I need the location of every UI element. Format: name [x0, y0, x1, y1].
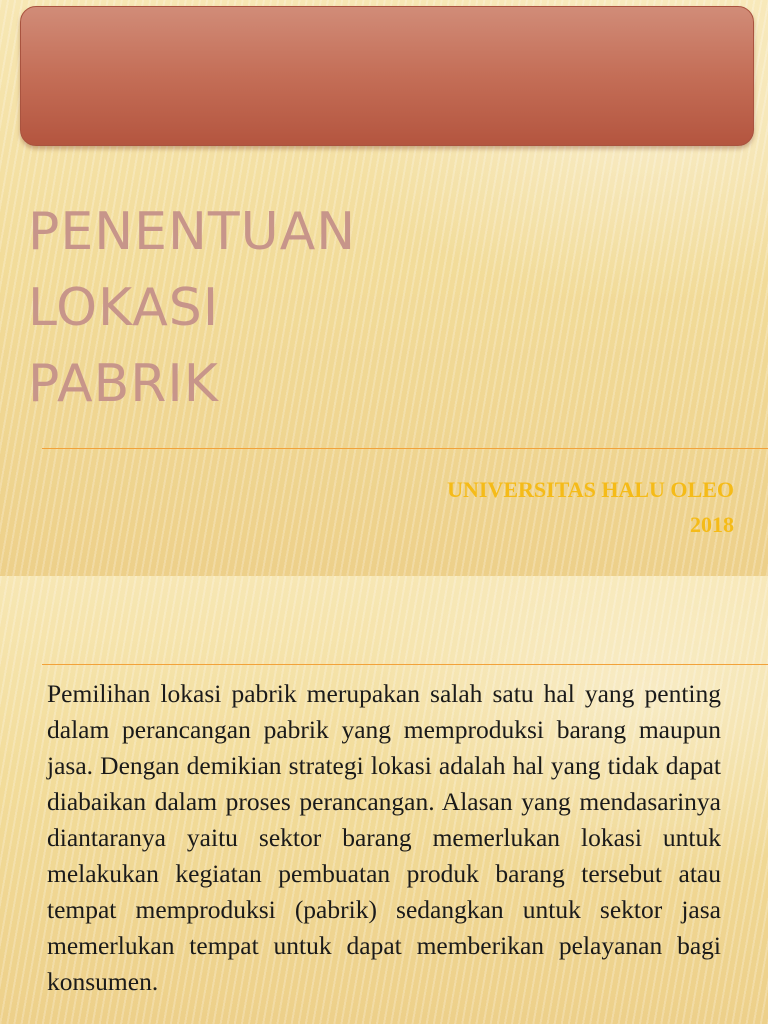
title-divider: [42, 448, 768, 449]
body-paragraph: Pemilihan lokasi pabrik merupakan salah satu hal yang penting dalam perancangan pabrik yang memproduksi barang maupun jasa. Dengan demikian strategi lokasi adalah hal yang tidak dapat diabaikan dalam proses perancangan. Alasan yang mendasarinya diantaranya yaitu sektor barang memerlukan lokasi untuk melakukan kegiatan pembuatan produk barang tersebut atau tempat memproduksi (pabrik) sedangkan untuk sektor jasa memerlukan tempat untuk dapat memberikan pelayanan bagi konsumen.: [47, 679, 721, 996]
content-divider: [42, 664, 768, 665]
subtitle: [447, 472, 734, 542]
title-line-2: LOKASI: [28, 278, 220, 338]
slide-content: [0, 576, 768, 1024]
subtitle-year: 2018: [690, 512, 734, 537]
subtitle-institution: UNIVERSITAS HALU OLEO: [447, 477, 734, 502]
title-line-3: PABRIK: [28, 354, 219, 414]
title-banner: [20, 6, 754, 146]
main-title: [28, 194, 356, 422]
title-line-1: PENENTUAN: [28, 202, 357, 262]
